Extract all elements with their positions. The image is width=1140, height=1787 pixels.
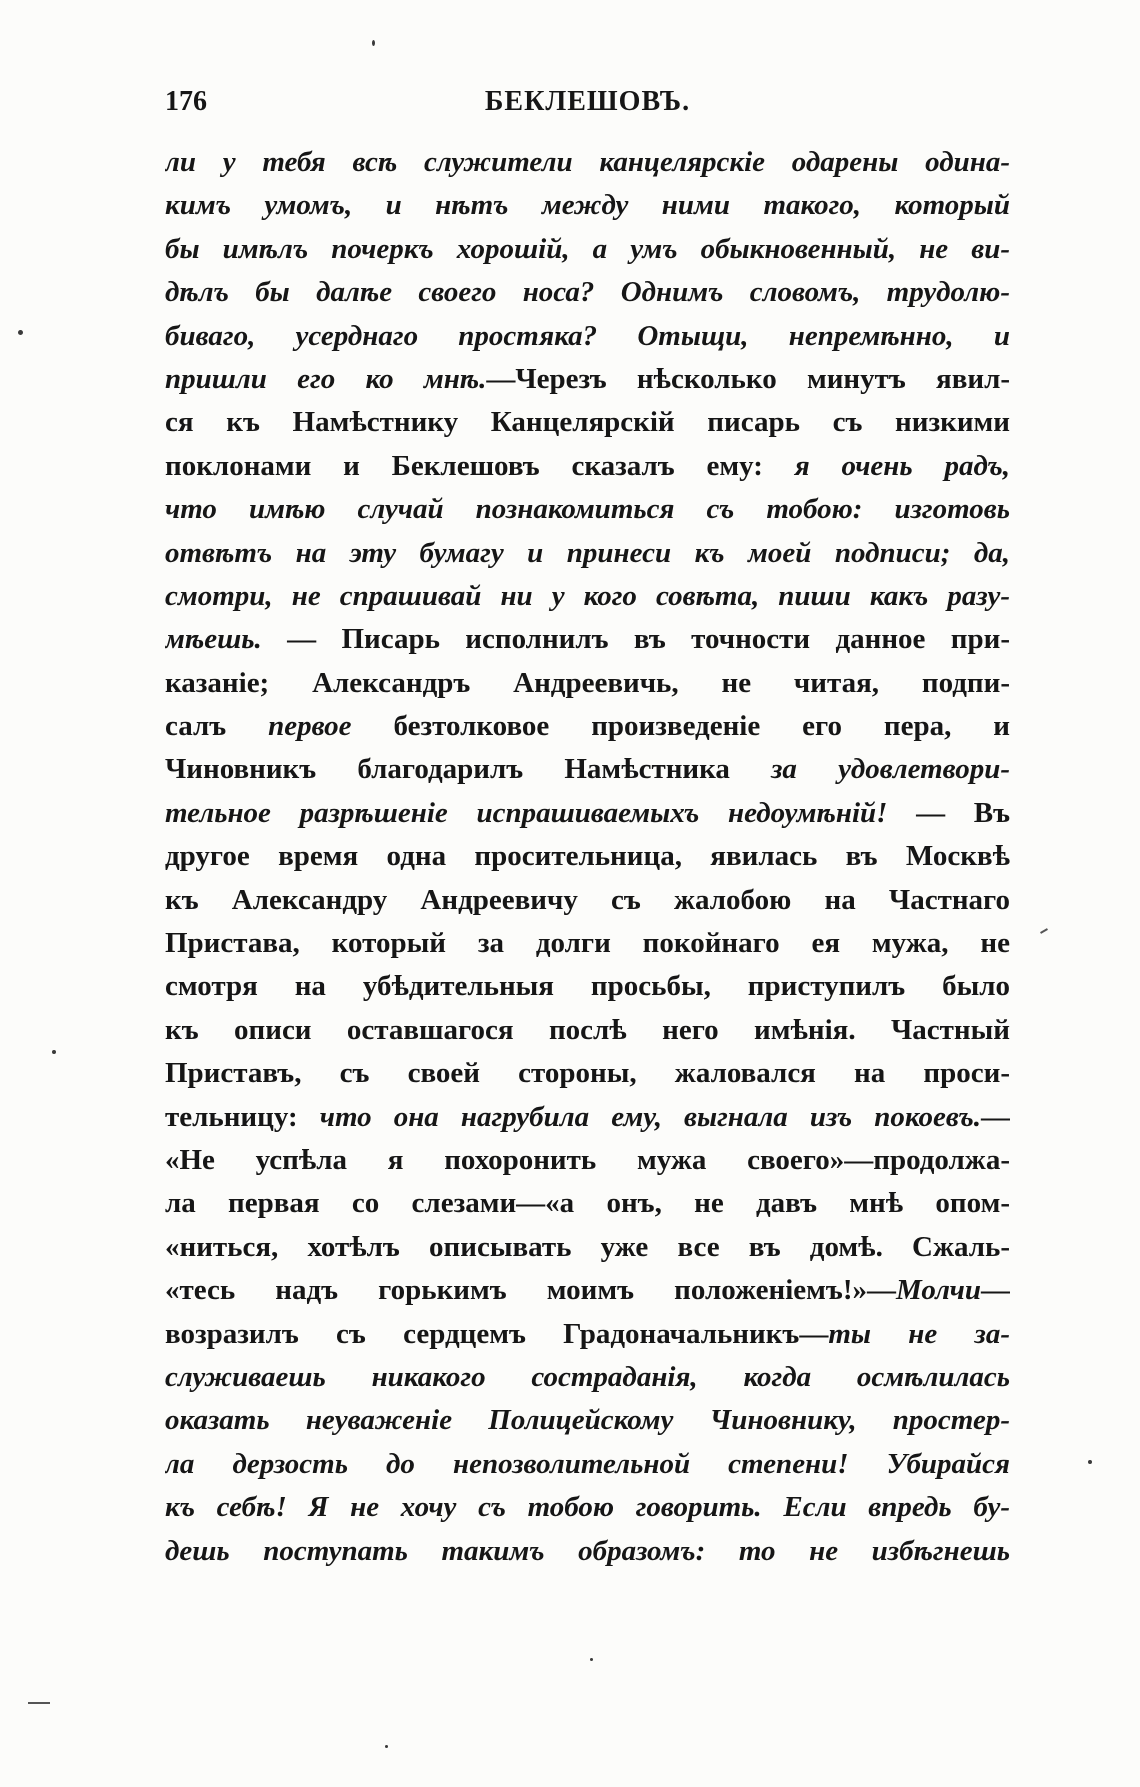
italic-text: смотри, не спрашивай ни у кого совѣта, пиши какъ разу- [165, 579, 1010, 612]
italic-text: за удовлетвори- [771, 753, 1010, 786]
scan-speck [18, 330, 23, 335]
roman-text: «ниться, хотѣлъ описывать уже все въ домѣ. Сжаль- [165, 1230, 1010, 1263]
text-line [165, 1269, 1010, 1312]
italic-text: кимъ умомъ, и нѣтъ между ними такого, который [165, 189, 1010, 222]
text-line [165, 1356, 1010, 1399]
roman-text: безтолковое произведеніе его пера, и [351, 710, 1010, 743]
text-line [165, 228, 1010, 271]
italic-text: бы имѣлъ почеркъ хорошій, а умъ обыкновенный, не ви- [165, 232, 1010, 265]
roman-text: казаніе; Александръ Андреевичь, не читая, подпи- [165, 666, 1010, 699]
text-line [165, 618, 1010, 661]
italic-text: я очень радъ, [794, 449, 1010, 482]
scan-mark [28, 1702, 50, 1704]
scan-speck [372, 40, 375, 46]
text-line [165, 401, 1010, 444]
italic-text: мѣешь. [165, 623, 262, 656]
text-line [165, 1399, 1010, 1442]
page-header [165, 80, 1010, 130]
text-line [165, 1530, 1010, 1573]
text-line [165, 575, 1010, 618]
text-line [165, 445, 1010, 488]
italic-text: ты не за- [828, 1317, 1010, 1350]
roman-text: ся къ Намѣстнику Канцелярскій писарь съ низкими [165, 406, 1010, 439]
text-line [165, 1096, 1010, 1139]
italic-text: служиваешь никакого состраданія, когда осмѣлилась [165, 1360, 1010, 1393]
scan-speck [52, 1050, 56, 1054]
text-line [165, 792, 1010, 835]
roman-text: — [981, 1274, 1010, 1307]
italic-text: Молчи [895, 1274, 981, 1307]
body-text [165, 141, 1010, 1573]
italic-text: къ себѣ! Я не хочу съ тобою говорить. Если впредь бу- [165, 1491, 1010, 1524]
scan-speck [385, 1745, 388, 1748]
roman-text: «Не успѣла я похоронить мужа своего»—продолжа- [165, 1143, 1010, 1176]
text-line [165, 922, 1010, 965]
roman-text: смотря на убѣдительныя просьбы, приступилъ было [165, 970, 1010, 1003]
roman-text: —Черезъ нѣсколько минутъ явил- [486, 362, 1010, 395]
roman-text: Чиновникъ благодарилъ Намѣстника [165, 753, 772, 786]
roman-text: возразилъ съ сердцемъ Градоначальникъ— [165, 1317, 829, 1350]
roman-text: къ описи оставшагося послѣ него имѣнія. Частный [165, 1013, 1010, 1046]
roman-text: — [981, 1100, 1010, 1133]
scan-speck [1088, 1460, 1092, 1464]
italic-text: ли у тебя всѣ служители канцелярскіе одарены одина- [165, 146, 1010, 178]
italic-text: дѣлъ бы далѣе своего носа? Однимъ словомъ, трудолю- [165, 276, 1010, 309]
text-line [165, 965, 1010, 1008]
text-line [165, 532, 1010, 575]
italic-text: что она нагрубила ему, выгнала изъ покоевъ. [319, 1100, 981, 1133]
text-line [165, 358, 1010, 401]
scan-speck [590, 1658, 593, 1661]
italic-text: первое [268, 710, 352, 743]
text-line [165, 1182, 1010, 1225]
text-line [165, 184, 1010, 227]
italic-text: пришли его ко мнѣ. [165, 362, 487, 395]
italic-text: оказать неуваженіе Полицейскому Чиновнику, простер- [165, 1404, 1010, 1437]
page-number: 176 [165, 86, 207, 117]
roman-text: «тесь надъ горькимъ моимъ положеніемъ!»— [165, 1274, 896, 1307]
roman-text: Пристава, который за долги покойнаго ея мужа, не [165, 927, 1010, 960]
roman-text: — Писарь исполнилъ въ точности данное при- [261, 623, 1010, 656]
italic-text: отвѣтъ на эту бумагу и принеси къ моей подписи; да, [165, 536, 1010, 569]
text-line [165, 835, 1010, 878]
text-line [165, 1486, 1010, 1529]
italic-text: что имѣю случай познакомиться съ тобою: изготовь [165, 493, 1010, 526]
text-line [165, 1009, 1010, 1052]
text-line [165, 879, 1010, 922]
text-line [165, 1052, 1010, 1095]
running-head: БЕКЛЕШОВЪ. [484, 86, 691, 117]
text-line [165, 141, 1010, 184]
roman-text: ла первая со слезами—«а онъ, не давъ мнѣ опом- [165, 1187, 1010, 1220]
italic-text: дешь поступать такимъ образомъ: то не избѣгнешь [165, 1534, 1010, 1567]
roman-text: тельницу: [165, 1100, 320, 1133]
text-line [165, 662, 1010, 705]
text-line [165, 271, 1010, 314]
text-line [165, 315, 1010, 358]
roman-text: салъ [165, 710, 269, 743]
roman-text: поклонами и Беклешовъ сказалъ ему: [165, 449, 795, 482]
text-line [165, 748, 1010, 791]
text-line [165, 1443, 1010, 1486]
italic-text: тельное разрѣшеніе испрашиваемыхъ недоумѣній! [165, 796, 888, 829]
italic-text: биваго, усерднаго простяка? Отыщи, непремѣнно, и [165, 319, 1010, 352]
text-line [165, 1313, 1010, 1356]
scan-mark [1040, 928, 1048, 934]
roman-text: къ Александру Андреевичу съ жалобою на Частнаго [165, 883, 1010, 916]
italic-text: ла дерзость до непозволительной степени! Убирайся [165, 1447, 1010, 1480]
roman-text: другое время одна просительница, явилась въ Москвѣ [165, 840, 1010, 873]
text-line [165, 488, 1010, 531]
text-line [165, 1139, 1010, 1182]
roman-text: Приставъ, съ своей стороны, жаловался на проси- [165, 1057, 1010, 1090]
text-line [165, 705, 1010, 748]
roman-text: — Въ [887, 796, 1010, 829]
text-line [165, 1226, 1010, 1269]
